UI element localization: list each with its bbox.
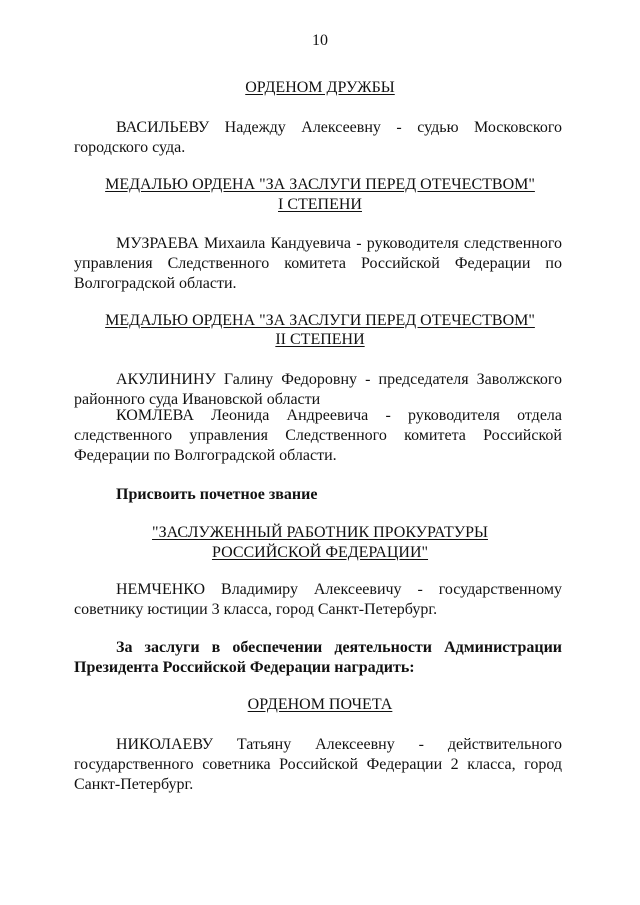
- admin-merit-intro: За заслуги в обеспечении деятельности Администрации Президента Российской Федерации наградить:: [74, 639, 562, 676]
- award-heading-order-of-honour: [60, 695, 580, 715]
- heading-text: МЕДАЛЬЮ ОРДЕНА "ЗА ЗАСЛУГИ ПЕРЕД ОТЕЧЕСТВОМ": [105, 176, 535, 193]
- award-recipient-akulinina: АКУЛИНИНУ Галину Федоровну - председателя Заволжского районного суда Ивановской области: [74, 371, 562, 408]
- award-heading-medal-1st-degree-line1: [60, 175, 580, 195]
- award-recipient-vasilyeva: ВАСИЛЬЕВУ Надежду Алексеевну - судью Московского городского суда.: [74, 119, 562, 156]
- honorary-recipient-nemchenko: НЕМЧЕНКО Владимиру Алексеевичу - государственному советнику юстиции 3 класса, город Санкт-Петербург.: [74, 581, 562, 618]
- award-heading-medal-2nd-degree-line2: [60, 330, 580, 350]
- page-number: 10: [312, 32, 328, 49]
- award-heading-medal-2nd-degree-line1: [60, 311, 580, 331]
- award-heading-medal-1st-degree-line2: [60, 195, 580, 215]
- award-heading-order-of-friendship: [60, 78, 580, 98]
- honorary-title-intro: Присвоить почетное звание: [116, 486, 318, 503]
- award-recipient-komlev: КОМЛЕВА Леонида Андреевича - руководителя отдела следственного управления Следственного комитета Российской Федерации по Волгоградской области.: [74, 407, 562, 464]
- honorary-title-heading-line1: [60, 523, 580, 543]
- honorary-title-heading-line2: [60, 543, 580, 563]
- award-recipient-nikolaeva: НИКОЛАЕВУ Татьяну Алексеевну - действительного государственного советника Российской Федерации 2 класса, город Санкт-Петербург.: [74, 736, 562, 793]
- heading-text: I СТЕПЕНИ: [278, 196, 362, 213]
- heading-text: ОРДЕНОМ ПОЧЕТА: [247, 696, 393, 713]
- heading-text: ОРДЕНОМ ДРУЖБЫ: [245, 79, 395, 96]
- heading-text: МЕДАЛЬЮ ОРДЕНА "ЗА ЗАСЛУГИ ПЕРЕД ОТЕЧЕСТВОМ": [105, 312, 535, 329]
- heading-text: "ЗАСЛУЖЕННЫЙ РАБОТНИК ПРОКУРАТУРЫ: [152, 524, 488, 541]
- heading-text: II СТЕПЕНИ: [275, 331, 365, 348]
- heading-text: РОССИЙСКОЙ ФЕДЕРАЦИИ": [211, 544, 429, 561]
- award-recipient-muzraev: МУЗРАЕВА Михаила Кандуевича - руководителя следственного управления Следственного комитета Российской Федерации по Волгоградской области.: [74, 235, 562, 292]
